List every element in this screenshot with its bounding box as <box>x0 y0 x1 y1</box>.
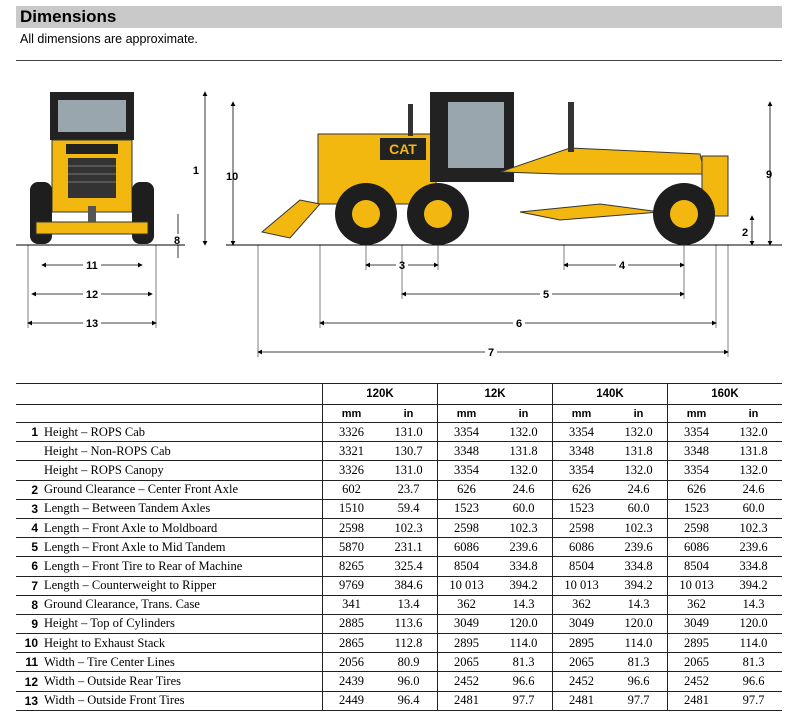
callout-10: 10 <box>226 171 239 183</box>
table-row <box>16 538 782 557</box>
callout-7: 7 <box>487 347 495 359</box>
row-value: 14.3 <box>495 595 553 614</box>
row-label: Length – Counterweight to Ripper <box>38 576 323 595</box>
row-value: 60.0 <box>610 499 668 518</box>
row-value: 14.3 <box>610 595 668 614</box>
row-number <box>16 461 38 480</box>
row-value: 9769 <box>323 576 381 595</box>
unit-header: mm <box>668 405 726 423</box>
row-value: 2065 <box>438 653 496 672</box>
row-value: 2598 <box>438 518 496 537</box>
row-value: 626 <box>438 480 496 499</box>
row-value: 239.6 <box>725 538 782 557</box>
row-value: 3354 <box>668 423 726 442</box>
row-value: 3326 <box>323 461 381 480</box>
row-value: 130.7 <box>380 442 438 461</box>
row-label: Height – Top of Cylinders <box>38 614 323 633</box>
row-value: 3354 <box>668 461 726 480</box>
row-value: 114.0 <box>495 634 553 653</box>
callout-4: 4 <box>618 260 626 272</box>
row-value: 341 <box>323 595 381 614</box>
dimensions-table <box>16 383 782 711</box>
row-value: 2598 <box>323 518 381 537</box>
row-value: 132.0 <box>725 461 782 480</box>
table-row <box>16 442 782 461</box>
row-label: Ground Clearance, Trans. Case <box>38 595 323 614</box>
row-value: 14.3 <box>725 595 782 614</box>
unit-header-row <box>16 405 782 423</box>
row-value: 2895 <box>668 634 726 653</box>
row-value: 102.3 <box>495 518 553 537</box>
row-value: 114.0 <box>725 634 782 653</box>
row-value: 24.6 <box>725 480 782 499</box>
row-value: 2598 <box>668 518 726 537</box>
row-value: 24.6 <box>610 480 668 499</box>
row-label: Height to Exhaust Stack <box>38 634 323 653</box>
row-number: 13 <box>16 691 38 710</box>
callout-1: 1 <box>192 165 199 177</box>
row-value: 102.3 <box>725 518 782 537</box>
row-number: 2 <box>16 480 38 499</box>
row-value: 120.0 <box>725 614 782 633</box>
row-label: Height – Non-ROPS Cab <box>38 442 323 461</box>
side-view-machine <box>262 92 728 245</box>
row-value: 81.3 <box>610 653 668 672</box>
front-view-machine <box>30 92 154 244</box>
row-label: Ground Clearance – Center Front Axle <box>38 480 323 499</box>
table-row <box>16 595 782 614</box>
row-value: 131.8 <box>610 442 668 461</box>
row-value: 3354 <box>553 423 611 442</box>
row-number <box>16 442 38 461</box>
unit-header: in <box>495 405 553 423</box>
unit-header: in <box>610 405 668 423</box>
row-value: 81.3 <box>725 653 782 672</box>
row-value: 602 <box>323 480 381 499</box>
unit-header: mm <box>553 405 611 423</box>
row-value: 8504 <box>553 557 611 576</box>
row-value: 96.6 <box>495 672 553 691</box>
row-value: 394.2 <box>725 576 782 595</box>
table-row <box>16 557 782 576</box>
row-value: 1523 <box>438 499 496 518</box>
row-value: 2065 <box>553 653 611 672</box>
table-row <box>16 480 782 499</box>
row-value: 3354 <box>438 423 496 442</box>
row-label: Width – Outside Rear Tires <box>38 672 323 691</box>
row-value: 1523 <box>553 499 611 518</box>
row-number: 4 <box>16 518 38 537</box>
row-number: 3 <box>16 499 38 518</box>
row-value: 113.6 <box>380 614 438 633</box>
row-value: 112.8 <box>380 634 438 653</box>
row-number: 1 <box>16 423 38 442</box>
table-row <box>16 653 782 672</box>
row-label: Height – ROPS Cab <box>38 423 323 442</box>
callout-11: 11 <box>86 260 98 272</box>
row-number: 12 <box>16 672 38 691</box>
row-value: 120.0 <box>495 614 553 633</box>
row-value: 1523 <box>668 499 726 518</box>
model-header: 140K <box>553 384 668 405</box>
row-value: 3354 <box>438 461 496 480</box>
row-value: 10 013 <box>438 576 496 595</box>
row-value: 10 013 <box>553 576 611 595</box>
row-value: 626 <box>668 480 726 499</box>
row-number: 5 <box>16 538 38 557</box>
row-value: 97.7 <box>725 691 782 710</box>
row-value: 334.8 <box>610 557 668 576</box>
row-value: 131.0 <box>380 461 438 480</box>
model-header-row <box>16 384 782 405</box>
row-value: 2598 <box>553 518 611 537</box>
row-value: 59.4 <box>380 499 438 518</box>
callout-13: 13 <box>85 318 99 330</box>
row-value: 132.0 <box>610 423 668 442</box>
row-value: 10 013 <box>668 576 726 595</box>
row-value: 325.4 <box>380 557 438 576</box>
table-row <box>16 499 782 518</box>
row-value: 6086 <box>438 538 496 557</box>
unit-header: mm <box>323 405 381 423</box>
row-value: 2439 <box>323 672 381 691</box>
model-header: 12K <box>438 384 553 405</box>
row-value: 384.6 <box>380 576 438 595</box>
row-value: 102.3 <box>610 518 668 537</box>
unit-header: mm <box>438 405 496 423</box>
table-row <box>16 423 782 442</box>
row-value: 3049 <box>668 614 726 633</box>
callout-9: 9 <box>766 169 773 181</box>
model-header: 160K <box>668 384 783 405</box>
row-value: 334.8 <box>725 557 782 576</box>
row-number: 11 <box>16 653 38 672</box>
row-value: 8265 <box>323 557 381 576</box>
row-value: 3348 <box>668 442 726 461</box>
row-value: 96.6 <box>725 672 782 691</box>
row-value: 60.0 <box>725 499 782 518</box>
row-value: 2449 <box>323 691 381 710</box>
row-value: 239.6 <box>610 538 668 557</box>
row-value: 23.7 <box>380 480 438 499</box>
callout-8: 8 <box>174 235 181 247</box>
row-value: 2895 <box>553 634 611 653</box>
row-value: 2452 <box>668 672 726 691</box>
row-value: 5870 <box>323 538 381 557</box>
row-label: Length – Front Tire to Rear of Machine <box>38 557 323 576</box>
row-value: 2481 <box>438 691 496 710</box>
row-label: Width – Outside Front Tires <box>38 691 323 710</box>
row-value: 1510 <box>323 499 381 518</box>
row-value: 2452 <box>553 672 611 691</box>
table-row <box>16 691 782 710</box>
row-value: 231.1 <box>380 538 438 557</box>
row-value: 80.9 <box>380 653 438 672</box>
row-value: 2056 <box>323 653 381 672</box>
row-value: 3354 <box>553 461 611 480</box>
row-value: 6086 <box>668 538 726 557</box>
row-label: Length – Front Axle to Mid Tandem <box>38 538 323 557</box>
row-value: 81.3 <box>495 653 553 672</box>
row-value: 2885 <box>323 614 381 633</box>
row-value: 239.6 <box>495 538 553 557</box>
row-value: 13.4 <box>380 595 438 614</box>
dimension-diagram <box>0 62 800 382</box>
section-title-bar <box>16 6 782 28</box>
callout-12: 12 <box>85 289 99 301</box>
row-value: 2065 <box>668 653 726 672</box>
row-value: 2481 <box>553 691 611 710</box>
row-value: 132.0 <box>495 423 553 442</box>
table-row <box>16 518 782 537</box>
callout-5: 5 <box>542 289 550 301</box>
row-label: Width – Tire Center Lines <box>38 653 323 672</box>
brand-logo: CAT <box>389 141 417 157</box>
row-value: 97.7 <box>495 691 553 710</box>
row-value: 2895 <box>438 634 496 653</box>
header-rule <box>16 60 782 61</box>
row-value: 362 <box>553 595 611 614</box>
row-value: 3049 <box>553 614 611 633</box>
row-value: 2452 <box>438 672 496 691</box>
row-value: 96.0 <box>380 672 438 691</box>
table-row <box>16 614 782 633</box>
table-row <box>16 672 782 691</box>
row-value: 131.0 <box>380 423 438 442</box>
callout-3: 3 <box>398 260 406 272</box>
row-value: 3348 <box>438 442 496 461</box>
row-value: 96.6 <box>610 672 668 691</box>
row-value: 131.8 <box>495 442 553 461</box>
row-value: 3049 <box>438 614 496 633</box>
model-header: 120K <box>323 384 438 405</box>
row-number: 10 <box>16 634 38 653</box>
row-value: 626 <box>553 480 611 499</box>
row-value: 60.0 <box>495 499 553 518</box>
row-value: 2865 <box>323 634 381 653</box>
row-value: 6086 <box>553 538 611 557</box>
row-value: 132.0 <box>610 461 668 480</box>
callout-2: 2 <box>742 227 749 239</box>
row-value: 394.2 <box>610 576 668 595</box>
row-value: 96.4 <box>380 691 438 710</box>
row-value: 97.7 <box>610 691 668 710</box>
table-row <box>16 576 782 595</box>
row-value: 114.0 <box>610 634 668 653</box>
row-label: Height – ROPS Canopy <box>38 461 323 480</box>
row-value: 2481 <box>668 691 726 710</box>
row-value: 8504 <box>668 557 726 576</box>
row-number: 7 <box>16 576 38 595</box>
row-value: 3326 <box>323 423 381 442</box>
section-title: Dimensions <box>20 7 117 26</box>
row-value: 394.2 <box>495 576 553 595</box>
row-value: 131.8 <box>725 442 782 461</box>
row-value: 120.0 <box>610 614 668 633</box>
unit-header: in <box>380 405 438 423</box>
row-value: 132.0 <box>495 461 553 480</box>
row-number: 9 <box>16 614 38 633</box>
row-value: 24.6 <box>495 480 553 499</box>
row-value: 334.8 <box>495 557 553 576</box>
row-value: 362 <box>668 595 726 614</box>
unit-header: in <box>725 405 782 423</box>
row-value: 362 <box>438 595 496 614</box>
row-value: 8504 <box>438 557 496 576</box>
row-label: Length – Front Axle to Moldboard <box>38 518 323 537</box>
section-subtitle: All dimensions are approximate. <box>20 32 198 46</box>
row-value: 3321 <box>323 442 381 461</box>
row-value: 132.0 <box>725 423 782 442</box>
row-value: 3348 <box>553 442 611 461</box>
row-value: 102.3 <box>380 518 438 537</box>
row-number: 6 <box>16 557 38 576</box>
table-row <box>16 461 782 480</box>
row-label: Length – Between Tandem Axles <box>38 499 323 518</box>
table-row <box>16 634 782 653</box>
row-number: 8 <box>16 595 38 614</box>
callout-6: 6 <box>515 318 523 330</box>
